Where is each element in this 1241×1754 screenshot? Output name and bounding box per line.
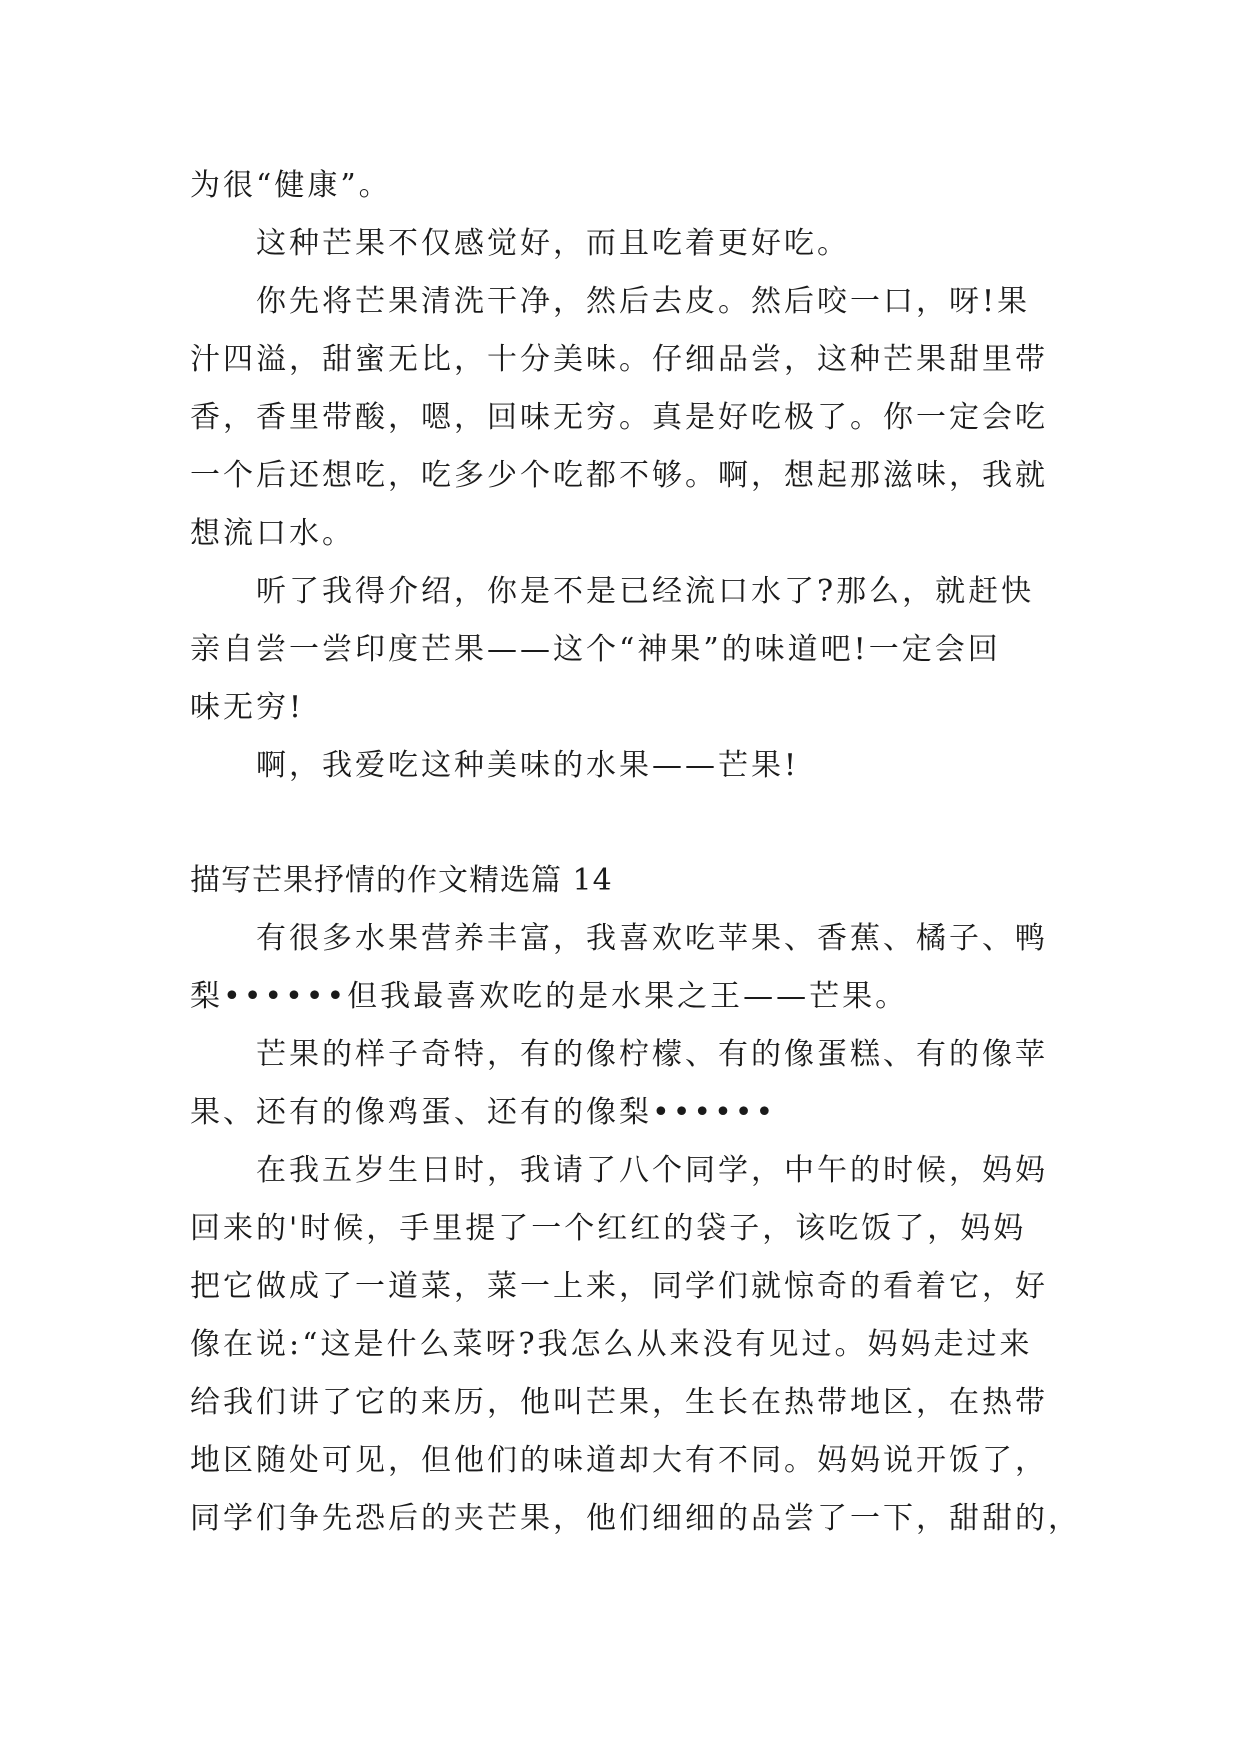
- text-line: 想流口水。: [190, 516, 355, 551]
- paragraph-start-line: 芒果的样子奇特，有的像柠檬、有的像蛋糕、有的像苹: [256, 1037, 1048, 1072]
- section-heading: 描写芒果抒情的作文精选篇 14: [190, 863, 613, 898]
- paragraph-start-line: 这种芒果不仅感觉好，而且吃着更好吃。: [256, 226, 850, 261]
- text-line: 把它做成了一道菜，菜一上来，同学们就惊奇的看着它，好: [190, 1269, 1048, 1304]
- text-line: 汁四溢，甜蜜无比，十分美味。仔细品尝，这种芒果甜里带: [190, 342, 1048, 377]
- text-line: 一个后还想吃，吃多少个吃都不够。啊，想起那滋味，我就: [190, 458, 1048, 493]
- text-line: 味无穷!: [190, 690, 305, 725]
- paragraph-start-line: 在我五岁生日时，我请了八个同学，中午的时候，妈妈: [256, 1153, 1048, 1188]
- text-line: 给我们讲了它的来历，他叫芒果，生长在热带地区，在热带: [190, 1385, 1048, 1420]
- text-line: 同学们争先恐后的夹芒果，他们细细的品尝了一下，甜甜的，: [190, 1501, 1081, 1536]
- paragraph-start-line: 啊，我爱吃这种美味的水果——芒果!: [256, 748, 800, 783]
- text-line: 梨••••••但我最喜欢吃的是水果之王——芒果。: [190, 979, 909, 1014]
- paragraph-start-line: 你先将芒果清洗干净，然后去皮。然后咬一口，呀!果: [256, 284, 1031, 319]
- text-line: 香，香里带酸，嗯，回味无穷。真是好吃极了。你一定会吃: [190, 400, 1048, 435]
- text-line: 果、还有的像鸡蛋、还有的像梨••••••: [190, 1095, 777, 1130]
- text-line: 亲自尝一尝印度芒果——这个“神果”的味道吧!一定会回: [190, 632, 1001, 667]
- paragraph-start-line: 有很多水果营养丰富，我喜欢吃苹果、香蕉、橘子、鸭: [256, 921, 1048, 956]
- paragraph-start-line: 听了我得介绍，你是不是已经流口水了?那么，就赶快: [256, 574, 1035, 609]
- text-line: 地区随处可见，但他们的味道却大有不同。妈妈说开饭了，: [190, 1443, 1048, 1478]
- text-line: 为很“健康”。: [190, 168, 392, 203]
- text-line: 像在说:“这是什么菜呀?我怎么从来没有见过。妈妈走过来: [190, 1327, 1033, 1362]
- text-line: 回来的'时候，手里提了一个红红的袋子，该吃饭了，妈妈: [190, 1211, 1027, 1246]
